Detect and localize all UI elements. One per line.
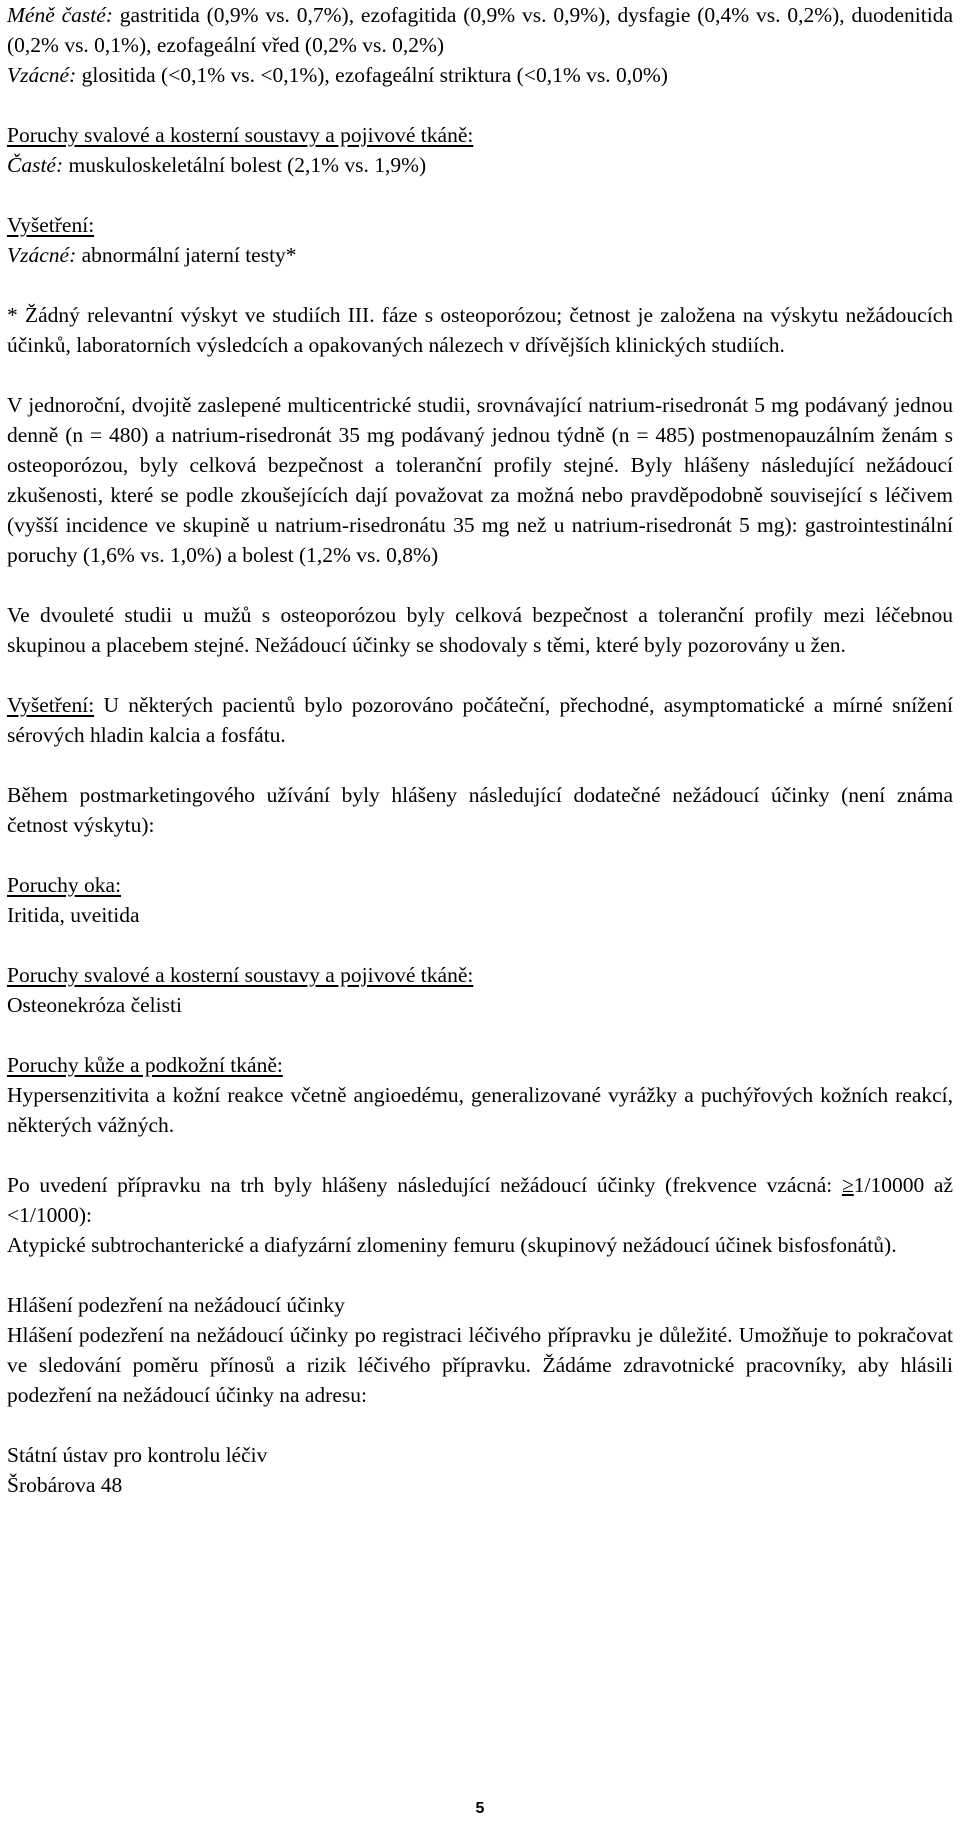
examination-text: abnormální jaterní testy* bbox=[76, 243, 297, 267]
examination-2-paragraph bbox=[7, 690, 953, 750]
examination-2-text: U některých pacientů bylo pozorováno počáteční, přechodné, asymptomatické a mírné snížení sérových hladin kalcia a fosfátu. bbox=[7, 693, 953, 747]
frequency-paragraph bbox=[7, 0, 953, 90]
eye-paragraph bbox=[7, 870, 953, 930]
skin-paragraph bbox=[7, 1050, 953, 1140]
reporting-paragraph bbox=[7, 1290, 953, 1410]
examination-2-heading: Vyšetření: bbox=[7, 693, 95, 717]
musculoskeletal-2-text: Osteonekróza čelisti bbox=[7, 993, 182, 1017]
musculoskeletal-paragraph bbox=[7, 120, 953, 180]
frequency-label-common: Časté: bbox=[7, 153, 64, 177]
frequency-label-rare: Vzácné: bbox=[7, 63, 77, 87]
frequency-label-uncommon: Méně časté: bbox=[7, 3, 113, 27]
rare-postmarketing-paragraph bbox=[7, 1170, 953, 1260]
postmarketing-paragraph: Během postmarketingového užívání byly hlášeny následující dodatečné nežádoucí účinky (není známa četnost výskytu): bbox=[7, 783, 953, 837]
rare-frequency: 1/10000 až <1/1000): bbox=[7, 1173, 953, 1227]
musculoskeletal-text: muskuloskeletální bolest (2,1% vs. 1,9%) bbox=[63, 153, 427, 177]
address-line-2: Šrobárova 48 bbox=[7, 1473, 123, 1497]
footnote: * Žádný relevantní výskyt ve studiích III. fáze s osteoporózou; četnost je založena na výskytu nežádoucích účinků, laboratorních výsledcích a opakovaných nálezech v dřívějších klinických studiích. bbox=[7, 303, 953, 357]
rare-text: Atypické subtrochanterické a diafyzární zlomeniny femuru (skupinový nežádoucí účinek bisfosfonátů). bbox=[7, 1233, 897, 1257]
page-number: 5 bbox=[475, 1800, 485, 1817]
examination-heading: Vyšetření: bbox=[7, 213, 95, 237]
musculoskeletal-2-heading: Poruchy svalové a kosterní soustavy a pojivové tkáně: bbox=[7, 963, 474, 987]
eye-heading: Poruchy oka: bbox=[7, 873, 122, 897]
gte-symbol: ≥ bbox=[841, 1173, 854, 1197]
one-year-study-paragraph: V jednoroční, dvojitě zaslepené multicentrické studii, srovnávající natrium-risedronát 5 mg podávaný jednou denně (n = 480) a natrium-risedronát 35 mg podávaný jednou týdně (n = 485) postmenopauzálním ženám s osteoporózou, byly celková bezpečnost a toleranční profily stejné. Byly hlášeny následující nežádoucí zkušenosti, které se podle zkoušejících dají považovat za možná nebo pravděpodobně související s léčivem (vyšší incidence ve skupině u natrium-risedronátu 35 mg než u natrium-risedronát 5 mg): gastrointestinální poruchy (1,6% vs. 1,0%) a bolest (1,2% vs. 0,8%) bbox=[7, 393, 953, 567]
rare-effects-text: glositida (<0,1% vs. <0,1%), ezofageální striktura (<0,1% vs. 0,0%) bbox=[76, 63, 668, 87]
two-year-study-paragraph: Ve dvouleté studii u mužů s osteoporózou byly celková bezpečnost a toleranční profily mezi léčebnou skupinou a placebem stejné. Nežádoucí účinky se shodovaly s těmi, které byly pozorovány u žen. bbox=[7, 603, 953, 657]
address-line-1: Státní ústav pro kontrolu léčiv bbox=[7, 1443, 268, 1467]
document-page bbox=[7, 0, 953, 1500]
uncommon-effects-text: gastritida (0,9% vs. 0,7%), ezofagitida (0,9% vs. 0,9%), dysfagie (0,4% vs. 0,2%), duodenitida (0,2% vs. 0,1%), ezofageální vřed (0,2% vs. 0,2%) bbox=[7, 3, 953, 57]
reporting-text: Hlášení podezření na nežádoucí účinky po registraci léčivého přípravku je důležité. Umožňuje to pokračovat ve sledování poměru přínosů a rizik léčivého přípravku. Žádáme zdravotnické pracovníky, aby hlásili podezření na nežádoucí účinky na adresu: bbox=[7, 1323, 953, 1407]
frequency-label-rare-2: Vzácné: bbox=[7, 243, 77, 267]
rare-intro: Po uvedení přípravku na trh byly hlášeny následující nežádoucí účinky (frekvence vzácná: bbox=[7, 1173, 842, 1197]
musculoskeletal-2-paragraph bbox=[7, 960, 953, 1020]
musculoskeletal-heading: Poruchy svalové a kosterní soustavy a pojivové tkáně: bbox=[7, 123, 474, 147]
skin-heading: Poruchy kůže a podkožní tkáně: bbox=[7, 1053, 283, 1077]
skin-text: Hypersenzitivita a kožní reakce včetně angioedému, generalizované vyrážky a puchýřových kožních reakcí, některých vážných. bbox=[7, 1083, 953, 1137]
address-block bbox=[7, 1440, 953, 1500]
eye-text: Iritida, uveitida bbox=[7, 903, 140, 927]
examination-paragraph bbox=[7, 210, 953, 270]
reporting-heading: Hlášení podezření na nežádoucí účinky bbox=[7, 1293, 345, 1317]
